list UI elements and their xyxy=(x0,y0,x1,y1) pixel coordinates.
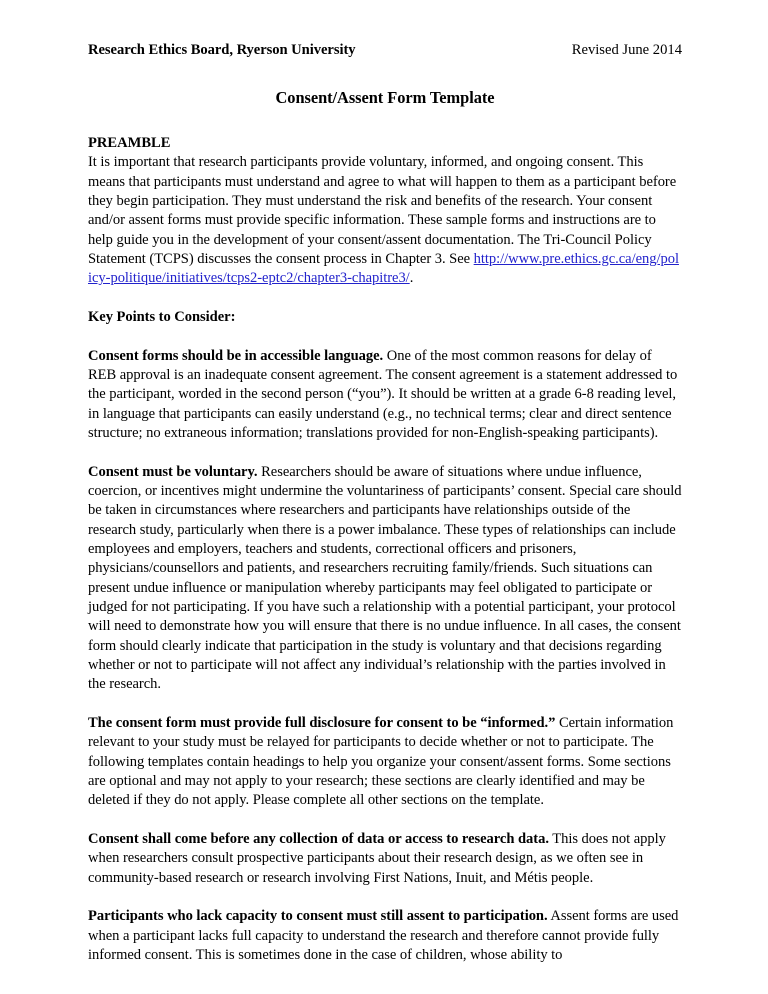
key-points-heading xyxy=(88,308,682,327)
key-point-lead-in: Participants who lack capacity to consent must still assent to participation. xyxy=(88,908,548,925)
preamble-text: It is important that research participants provide voluntary, informed, and ongoing consent. This means that participants must understand and agree to what will happen to them as a participant before they begin participation. They must understand the risk and benefits of the research. Your consent and/or assent forms must provide specific information. These sample forms and instructions are to help guide you in the development of your consent/assent documentation. The Tri-Council Policy Statement (TCPS) discusses the consent process in Chapter 3. See xyxy=(88,154,677,267)
preamble-paragraph xyxy=(88,153,682,288)
tcps-chapter3-link[interactable]: http://www.pre.ethics.gc.ca/eng/policy-politique/initiatives/tcps2-eptc2/chapter3-chapitre3/ xyxy=(88,250,679,287)
document-body xyxy=(88,134,682,966)
key-point-item xyxy=(88,907,682,965)
preamble-text-tail: . xyxy=(409,270,414,287)
key-points-heading-label: Key Points to Consider: xyxy=(88,308,236,325)
key-point-item xyxy=(88,830,682,888)
document-header xyxy=(88,42,682,59)
header-revision-date: Revised June 2014 xyxy=(571,42,682,58)
key-point-body: This does not apply when researchers consult prospective participants about their research design, as we often see in community-based research or research involving First Nations, Inuit, and Métis people. xyxy=(88,831,666,886)
key-point-lead-in: Consent forms should be in accessible language. xyxy=(88,347,384,364)
key-point-lead-in: Consent must be voluntary. xyxy=(88,463,258,480)
key-point-body: Researchers should be aware of situations where undue influence, coercion, or incentives might undermine the voluntariness of participants’ consent. Special care should be taken in circumstances where researchers and participants have relationships outside of the research study, particularly when there is a power imbalance. These types of relationships can include employees and employers, teachers and students, correctional officers and prisoners, physicians/counsellors and patients, and researchers recruiting family/friends. Such situations can present undue influence or manipulation whereby participants may feel obligated to participate or judged for not participating. If you have such a relationship with a potential participant, your protocol will need to demonstrate how you will ensure that there is no undue influence. In all cases, the consent form should clearly indicate that participation in the study is voluntary and that decisions regarding whether or not to participate will not affect any individual’s relationship with the parties involved in the research. xyxy=(88,463,682,693)
key-point-body: Assent forms are used when a participant lacks full capacity to understand the research and therefore cannot provide fully informed consent. This is sometimes done in the case of children, whose ability to xyxy=(88,908,679,964)
key-point-item xyxy=(88,347,682,444)
preamble-heading: PREAMBLE xyxy=(88,134,171,151)
key-point-item xyxy=(88,714,682,811)
key-point-body: Certain information relevant to your study must be relayed for participants to decide whether or not to participate. The following templates contain headings to help you organize your consent/assent forms. Some sections are optional and may not apply to your research; these sections are clearly identified and may be deleted if they do not apply. Please complete all other sections on the template. xyxy=(88,715,674,809)
key-point-lead-in: Consent shall come before any collection of data or access to research data. xyxy=(88,831,549,848)
key-point-lead-in: The consent form must provide full disclosure for consent to be “informed.” xyxy=(88,715,556,732)
header-organization: Research Ethics Board, Ryerson University xyxy=(88,42,356,58)
key-point-item xyxy=(88,463,682,695)
key-point-body: One of the most common reasons for delay of REB approval is an inadequate consent agreement. The consent agreement is a statement addressed to the participant, worded in the second person (“you”). It should be written at a grade 6-8 reading level, in language that participants can easily understand (e.g., no technical terms; clear and direct sentence structure; no extraneous information; translations provided for non-English-speaking participants). xyxy=(88,347,678,441)
page-title: Consent/Assent Form Template xyxy=(275,88,495,108)
